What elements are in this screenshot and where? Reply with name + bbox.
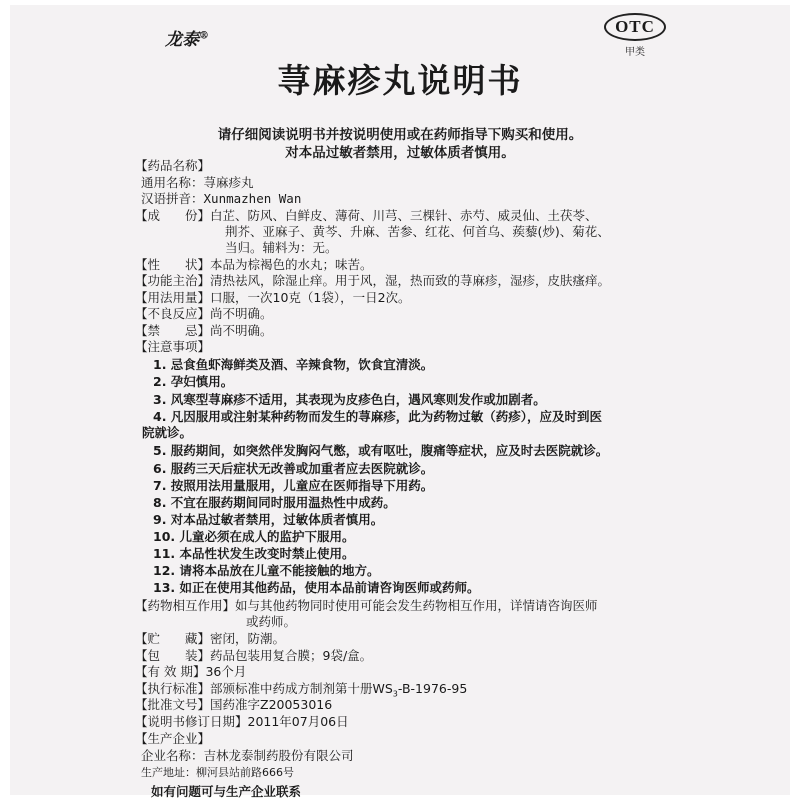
precaution-item: 12. 请将本品放在儿童不能接触的地方。 (153, 563, 380, 578)
otc-category: 甲类 (625, 47, 645, 58)
precaution-item-cont: 院就诊。 (142, 425, 193, 440)
footer-contact: 如有问题可与生产企业联系 (151, 784, 302, 799)
packaging: 【包 装】药品包装用复合膜；9袋/盒。 (135, 648, 373, 663)
company-address: 生产地址：柳河县站前路666号 (141, 766, 294, 779)
storage: 【贮 藏】密闭，防潮。 (135, 631, 286, 646)
character: 【性 状】本品为棕褐色的水丸；味苦。 (135, 257, 373, 272)
precaution-item: 9. 对本品过敏者禁用，过敏体质者慎用。 (153, 512, 384, 527)
otc-mark: OTC (604, 13, 666, 41)
precaution-item: 8. 不宜在服药期间同时服用温热性中成药。 (153, 495, 396, 510)
company-name: 企业名称：吉林龙泰制药股份有限公司 (141, 748, 354, 763)
drug-name-heading: 【药品名称】 (135, 158, 211, 173)
page-title: 荨麻疹丸说明书 (277, 61, 523, 100)
leaflet-page (10, 5, 790, 799)
precaution-item: 3. 风寒型荨麻疹不适用，其表现为皮疹色白，遇风寒则发作或加剧者。 (153, 392, 546, 407)
notice-line-2: 对本品过敏者禁用，过敏体质者慎用。 (285, 145, 515, 161)
revision-date: 【说明书修订日期】2011年07月06日 (135, 714, 349, 729)
precaution-item: 4. 凡因服用或注射某种药物而发生的荨麻疹，此为药物过敏（药疹），应及时到医 (153, 409, 603, 424)
precaution-item: 1. 忌食鱼虾海鲜类及酒、辛辣食物，饮食宜清淡。 (153, 357, 434, 372)
ingredients-line-2: 荆芥、亚麻子、黄芩、升麻、苦参、红花、何首乌、蒺藜(炒)、菊花、 (225, 224, 610, 239)
validity: 【有 效 期】36个月 (135, 664, 247, 679)
drug-interactions: 【药物相互作用】如与其他药物同时使用可能会发生药物相互作用，详情请咨询医师 (135, 598, 598, 613)
standard: 【执行标准】部颁标准中药成方制剂第十册$WS_3-B-1976-95$ (135, 681, 468, 699)
approval-number: 【批准文号】国药准字Z20053016 (135, 697, 333, 712)
notice-line-1: 请仔细阅读说明书并按说明使用或在药师指导下购买和使用。 (217, 127, 583, 143)
ingredients-line-3: 当归。辅料为：无。 (225, 240, 338, 255)
indication: 【功能主治】清热祛风，除湿止痒。用于风，湿，热而致的荨麻疹，湿疹，皮肤瘙痒。 (135, 273, 611, 288)
contraindications: 【禁 忌】尚不明确。 (135, 323, 273, 338)
brand-logo: 龙泰® (165, 30, 209, 50)
generic-name: 通用名称：荨麻疹丸 (141, 175, 254, 190)
precaution-item: 7. 按照用法用量服用，儿童应在医师指导下用药。 (153, 478, 434, 493)
ingredients-line-1: 【成 份】白芷、防风、白鲜皮、薄荷、川芎、三棵针、赤芍、威灵仙、土茯苓、 (135, 208, 598, 223)
precautions-heading: 【注意事项】 (135, 339, 211, 354)
precaution-item: 11. 本品性状发生改变时禁止使用。 (153, 546, 355, 561)
drug-interactions-cont: 或药师。 (246, 614, 297, 629)
precaution-item: 2. 孕妇慎用。 (153, 374, 234, 389)
pinyin-name: 汉语拼音：Xunmazhen Wan (141, 191, 302, 206)
precaution-item: 13. 如正在使用其他药品，使用本品前请咨询医师或药师。 (153, 580, 480, 595)
adverse-reactions: 【不良反应】尚不明确。 (135, 306, 273, 321)
otc-badge (600, 13, 670, 58)
precaution-item: 6. 服药三天后症状无改善或加重者应去医院就诊。 (153, 461, 434, 476)
precaution-item: 10. 儿童必须在成人的监护下服用。 (153, 529, 355, 544)
manufacturer-heading: 【生产企业】 (135, 731, 211, 746)
precaution-item: 5. 服药期间，如突然伴发胸闷气憋，或有呕吐，腹痛等症状，应及时去医院就诊。 (153, 443, 609, 458)
dosage: 【用法用量】口服，一次10克（1袋），一日2次。 (135, 290, 411, 305)
